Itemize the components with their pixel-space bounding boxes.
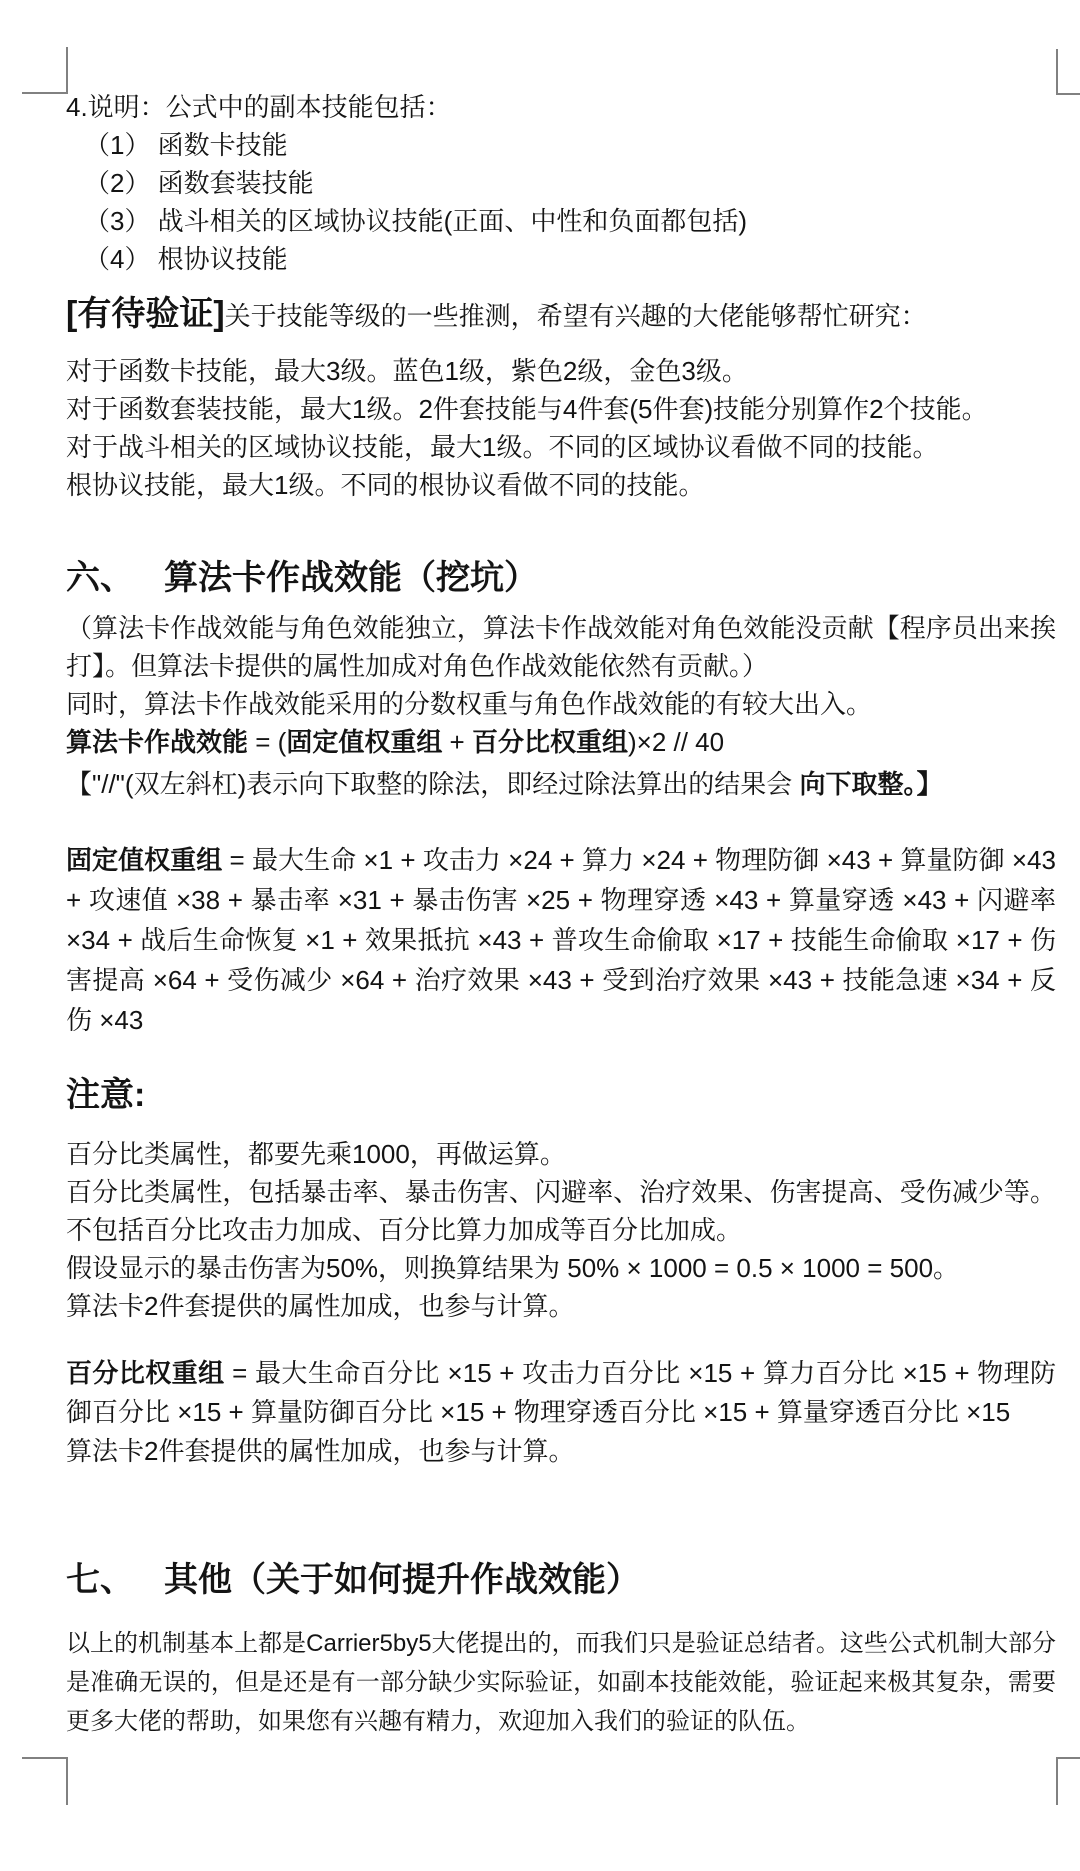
floor-division-note [66, 765, 1056, 803]
notice-paragraph-2: 百分比类属性，包括暴击率、暴击伤害、闪避率、治疗效果、伤害提高、受伤减少等。不包括百分比攻击力加成、百分比算力加成等百分比加成。 [66, 1177, 1056, 1245]
section-6-heading [66, 556, 1056, 600]
percent-weight-formula-body: = 最大生命百分比 ×15 + 攻击力百分比 ×15 + 算力百分比 ×15 + 物理防御百分比 ×15 + 算量防御百分比 ×15 + 物理穿透百分比 ×15 + 算量穿透百分比 ×15 [66, 1358, 1056, 1427]
notice-paragraph-4: 算法卡2件套提供的属性加成，也参与计算。 [66, 1291, 575, 1321]
section-7-title: 其他（关于如何提升作战效能） [164, 1561, 640, 1599]
section-6-note-2: 同时，算法卡作战效能采用的分数权重与角色作战效能的有较大出入。 [66, 689, 873, 719]
list-item-1: （1） 函数卡技能 [84, 130, 288, 160]
formula-lhs: 算法卡作战效能 [66, 727, 249, 757]
text-boundary-mark-top-right-icon [1056, 49, 1080, 95]
notice-heading: 注意: [66, 1076, 146, 1114]
pending-verification-tag: [有待验证] [66, 295, 225, 333]
text-boundary-mark-top-left-icon [22, 47, 68, 94]
section-6-title: 算法卡作战效能（挖坑） [164, 559, 538, 597]
section-7-number: 七、 [66, 1561, 134, 1599]
percent-weight-formula-lead: 百分比权重组 [66, 1358, 225, 1388]
percent-weight-formula-block [66, 1354, 1056, 1471]
closing-paragraph-block [66, 1624, 1056, 1741]
notice-paragraph-3: 假设显示的暴击伤害为50%，则换算结果为 50% × 1000 = 0.5 × 1000 = 500。 [66, 1253, 960, 1283]
text-boundary-mark-bottom-right-icon [1056, 1757, 1080, 1805]
section-7-heading [66, 1558, 1056, 1602]
floor-note-prefix: 【"//"(双左斜杠)表示向下取整的除法，即经过除法算出的结果会 [66, 769, 800, 799]
pending-guess-line-3: 对于战斗相关的区域协议技能，最大1级。不同的区域协议看做不同的技能。 [66, 432, 939, 462]
fixed-weight-formula-lead: 固定值权重组 [66, 845, 223, 875]
section-6-number: 六、 [66, 559, 134, 597]
percent-weight-formula [66, 1354, 1056, 1432]
notice-paragraph-1: 百分比类属性，都要先乘1000，再做运算。 [66, 1139, 566, 1169]
list-item-4: （4） 根协议技能 [84, 244, 288, 274]
formula-rhs: )×2 // 40 [627, 727, 725, 757]
pending-guess-line-2: 对于函数套装技能，最大1级。2件套技能与4件套(5件套)技能分别算作2个技能。 [66, 394, 988, 424]
list-item-3: （3） 战斗相关的区域协议技能(正面、中性和负面都包括) [84, 206, 748, 236]
formula-term-2: 百分比权重组 [471, 727, 628, 757]
notice-body [66, 1135, 1056, 1325]
section-6-note-1: （算法卡作战效能与角色效能独立，算法卡作战效能对角色效能没贡献【程序员出来挨打】。但算法卡提供的属性加成对角色作战效能依然有贡献。） [66, 613, 1056, 681]
percent-weight-formula-tail: 算法卡2件套提供的属性加成，也参与计算。 [66, 1436, 575, 1466]
pending-guess-line-4: 根协议技能，最大1级。不同的根协议看做不同的技能。 [66, 470, 705, 500]
formula-term-1: 固定值权重组 [286, 727, 443, 757]
fixed-weight-formula [66, 840, 1056, 1040]
intro-block [66, 88, 1056, 278]
formula-eq: = ( [248, 727, 287, 757]
fixed-weight-formula-block [66, 840, 1056, 1040]
text-boundary-mark-bottom-left-icon [22, 1757, 68, 1805]
intro-lead: 4.说明：公式中的副本技能包括： [66, 92, 452, 122]
pending-verification-line [66, 291, 1056, 339]
closing-paragraph: 以上的机制基本上都是Carrier5by5大佬提出的，而我们只是验证总结者。这些公式机制大部分是准确无误的，但是还是有一部分缺少实际验证，如副本技能效能，验证起来极其复杂，需要更多大佬的帮助，如果您有兴趣有精力，欢迎加入我们的验证的队伍。 [66, 1630, 1056, 1735]
formula-plus: + [442, 727, 472, 757]
section-6-body [66, 609, 1056, 803]
pending-guess-line-1: 对于函数卡技能，最大3级。蓝色1级，紫色2级，金色3级。 [66, 356, 748, 386]
list-item-2: （2） 函数套装技能 [84, 168, 314, 198]
pending-guess-block [66, 352, 1056, 504]
fixed-weight-formula-body: = 最大生命 ×1 + 攻击力 ×24 + 算力 ×24 + 物理防御 ×43 + 算量防御 ×43 + 攻速值 ×38 + 暴击率 ×31 + 暴击伤害 ×25 + 物理穿透 ×43 + 算量穿透 ×43 + 闪避率 ×34 + 战后生命恢复 ×1 + 效果抵抗 ×43 + 普攻生命偷取 ×17 + 技能生命偷取 ×17 + 伤害提高 ×64 + 受伤减少 ×64 + 治疗效果 ×43 + 受到治疗效果 ×43 + 技能急速 ×34 + 反伤 ×43 [66, 845, 1056, 1035]
combat-effectiveness-formula [66, 723, 1056, 761]
floor-note-bold-tail: 向下取整。】 [799, 769, 943, 799]
pending-verification-text: 关于技能等级的一些推测，希望有兴趣的大佬能够帮忙研究： [224, 301, 927, 331]
